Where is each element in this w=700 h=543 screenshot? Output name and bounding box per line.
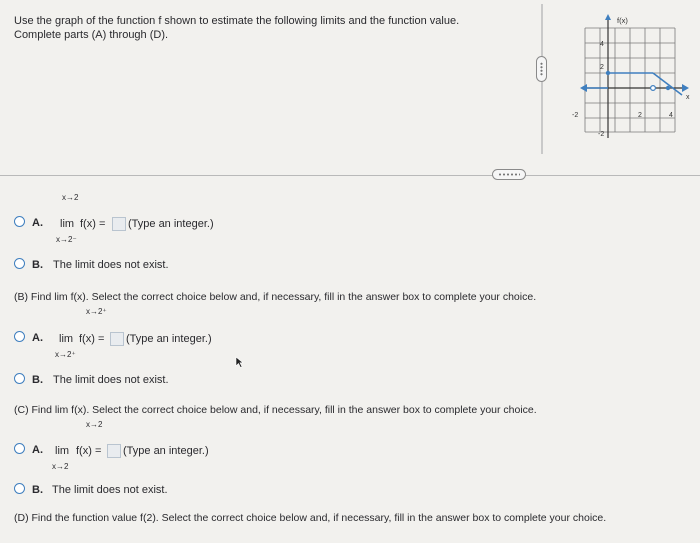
choice-letter: A. — [32, 217, 43, 229]
fx-label: f(x) = — [76, 445, 102, 457]
part-b-choice-b-radio[interactable] — [14, 373, 25, 384]
instructions-line-2: Complete parts (A) through (D). — [14, 29, 169, 41]
x-tick-4: 4 — [669, 112, 673, 119]
choice-letter: B. — [32, 374, 43, 386]
part-c-answer-box[interactable] — [107, 444, 121, 458]
x-tick-minus-2: -2 — [572, 112, 579, 119]
choice-letter: B. — [32, 259, 43, 271]
graph-axes — [582, 18, 686, 138]
part-d-question: (D) Find the function value f(2). Select the correct choice below and, if necessary, fill in the answer box to complete your choice. — [14, 512, 607, 524]
grip-icon — [540, 62, 543, 76]
y-tick-2: 2 — [600, 64, 604, 71]
part-a-choice-b-radio[interactable] — [14, 258, 25, 269]
mouse-cursor-icon — [235, 356, 244, 368]
instructions-line-1: Use the graph of the function f shown to estimate the following limits and the function value. — [14, 15, 460, 27]
fx-label: f(x) = — [79, 333, 105, 345]
limit-subscript: x→2⁻ — [56, 235, 77, 244]
choice-text: The limit does not exist. — [52, 484, 168, 496]
part-a-answer-box[interactable] — [112, 217, 126, 231]
part-a-limit-subscript: x→2 — [62, 193, 79, 202]
part-c-question: (C) Find lim f(x). Select the correct choice below and, if necessary, fill in the answer box to complete your choice. — [14, 404, 537, 416]
part-b-choice-a-radio[interactable] — [14, 331, 25, 342]
closed-point — [666, 86, 670, 90]
part-a-choice-a-radio[interactable] — [14, 216, 25, 227]
vertical-resize-handle[interactable] — [536, 56, 547, 82]
grip-icon — [498, 173, 520, 176]
y-axis-arrow-icon — [605, 14, 611, 20]
type-integer-hint: (Type an integer.) — [128, 218, 214, 230]
x-axis-label: x — [686, 94, 690, 101]
instructions — [14, 14, 459, 42]
x-tick-2: 2 — [638, 112, 642, 119]
limit-subscript: x→2 — [52, 462, 69, 471]
type-integer-hint: (Type an integer.) — [123, 445, 209, 457]
part-c-choice-a-radio[interactable] — [14, 443, 25, 454]
function-graph — [568, 6, 698, 158]
horizontal-resize-handle[interactable] — [492, 169, 526, 180]
closed-point — [606, 71, 610, 75]
y-tick-4: 4 — [600, 41, 604, 48]
limit-subscript: x→2⁺ — [55, 350, 76, 359]
function-curve — [587, 73, 682, 95]
choice-letter: A. — [32, 444, 43, 456]
part-c-choice-b-radio[interactable] — [14, 483, 25, 494]
y-tick-minus-2: -2 — [598, 131, 605, 138]
choice-text: The limit does not exist. — [53, 259, 169, 271]
type-integer-hint: (Type an integer.) — [126, 333, 212, 345]
fx-label: f(x) = — [80, 218, 106, 230]
x-axis-arrow-icon — [682, 84, 689, 92]
lim-label: lim — [55, 445, 70, 457]
lim-label: lim — [60, 218, 75, 230]
open-point — [651, 86, 656, 91]
choice-text: The limit does not exist. — [53, 374, 169, 386]
left-arrow-icon — [580, 84, 587, 92]
y-axis-label: f(x) — [617, 16, 628, 25]
limit-subscript: x→2 — [86, 420, 103, 429]
horizontal-divider — [0, 175, 700, 176]
choice-letter: B. — [32, 484, 43, 496]
limit-subscript: x→2⁺ — [86, 307, 107, 316]
choice-letter: A. — [32, 332, 43, 344]
part-b-question: (B) Find lim f(x). Select the correct choice below and, if necessary, fill in the answer box to complete your choice. — [14, 291, 537, 303]
lim-label: lim — [59, 333, 74, 345]
part-b-answer-box[interactable] — [110, 332, 124, 346]
